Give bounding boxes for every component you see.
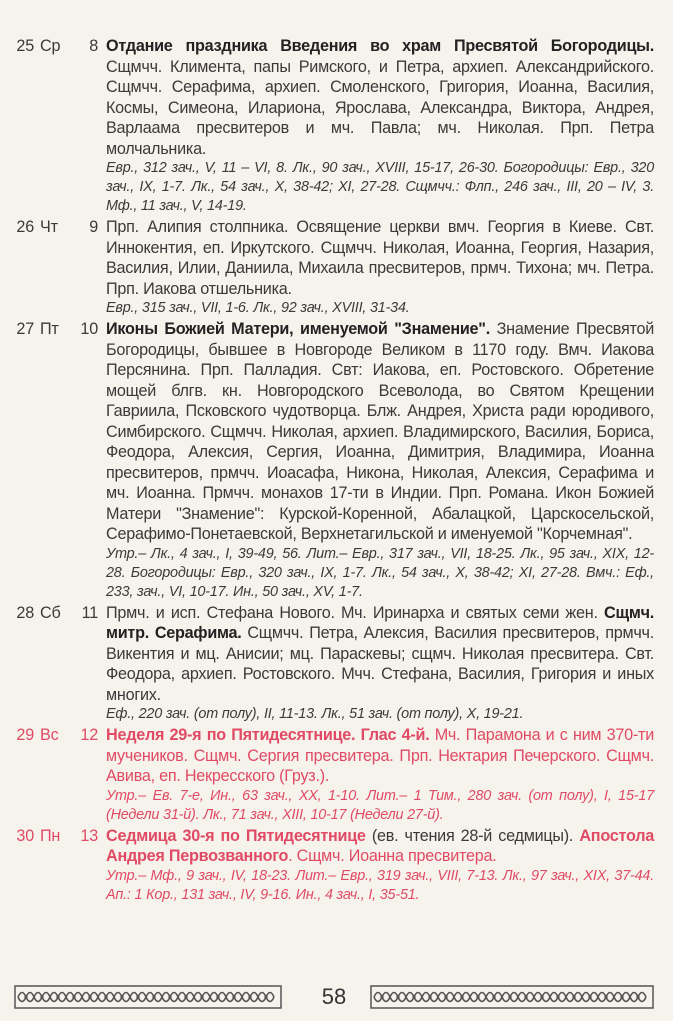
entry-text [106, 217, 654, 299]
entry-date [14, 725, 106, 746]
entry-readings: Еф., 220 зач. (от полу), II, 11-13. Лк., 51 зач. (от полу), X, 19-21. [106, 706, 524, 722]
entry-readings: Утр.– Ев. 7-е, Ин., 63 зач., XX, 1-10. Лит.– 1 Тим., 280 зач. (от полу), I, 15-17 (Недели 31-й). Лк., 71 зач., XIII, 10-17 (Недели 27-й). [106, 787, 654, 823]
date-old-day: 13 [80, 826, 98, 845]
entry-saints: Прп. Алипия столпника. Освящение церкви вмч. Георгия в Киеве. Свт. Иннокентия, еп. Иркутского. Сщмчч. Николая, Иоанна, Георгия, Назария, Василия, Илии, Даниила, Михаила пресвитеров, прмч. Тихона; мч. Петра. Прп. Иакова отшельника. [106, 218, 654, 298]
entry-feast-title: Отдание праздника Введения во храм Пресвятой Богородицы. [106, 37, 654, 55]
entry-text [106, 319, 654, 545]
calendar-entry [14, 725, 654, 825]
date-day: 30 [16, 826, 34, 845]
entry-readings: Евр., 315 зач., VII, 1-6. Лк., 92 зач., XVIII, 31-34. [106, 300, 410, 316]
date-day: 29 [16, 726, 34, 744]
calendar-entry [14, 603, 654, 725]
entry-body [106, 826, 654, 905]
entry-feast-title: Иконы Божией Матери, именуемой "Знамение". [106, 320, 490, 338]
entry-feast-title: Апостола Андрея Первозванного [106, 826, 654, 865]
entry-body [106, 319, 654, 602]
entry-body [106, 36, 654, 216]
date-day: 27 [16, 320, 34, 338]
entry-body [106, 725, 654, 825]
entry-saints: Сщмчч. Петра, Алексия, Василия пресвитеров, прмчч. Викентия и мц. Анисии; мц. Параскевы; сщмч. Николая пресвитера. Свт. Феодора, архиеп. Ростовского. Мчч. Стефана, Василия, Григория и иных многих. [106, 624, 654, 704]
date-weekday: Чт [40, 218, 58, 236]
date-old-day: 11 [81, 603, 98, 622]
entry-text [106, 36, 654, 159]
calendar-entry [14, 36, 654, 216]
entry-saints: Прмч. и исп. Стефана Нового. Мч. Иринарха и святых семи жен. [106, 603, 605, 622]
entry-feast-title: Седмица 30-я по Пятидесятнице [106, 826, 366, 845]
date-day: 28 [16, 603, 34, 622]
knotwork-ornament-right [370, 985, 654, 1009]
entry-date [14, 36, 106, 57]
date-weekday: Пт [40, 320, 59, 338]
entry-readings: Евр., 312 зач., V, 11 – VI, 8. Лк., 90 зач., XVIII, 15-17, 26-30. Богородицы: Евр., 320 зач., IX, 1-7. Лк., 54 зач., X, 38-42; XI, 27-28. Сщмчч.: Флп., 246 зач., III, 20 – IV, 3. Мф., 11 зач., V, 14-19. [106, 160, 654, 214]
entry-text [106, 603, 654, 706]
calendar-page [14, 36, 654, 906]
date-day: 25 [16, 37, 34, 55]
date-weekday: Пн [40, 826, 61, 845]
entry-text [106, 826, 654, 867]
entry-body [106, 217, 654, 318]
date-old-day: 12 [80, 726, 98, 744]
calendar-entry [14, 319, 654, 602]
entry-saints: Знамение Пресвятой Богородицы, бывшее в Новгороде Великом в 1170 году. Вмч. Иакова Персянина. Прп. Палладия. Свт: Иакова, еп. Ростовского. Обретение мощей блгв. кн. Новгородского Всеволода, во Святом Крещении Гавриила, Псковского чудотворца. Блж. Андрея, Христа ради юродивого, Симбирского. Сщмчч. Николая, архиеп. Владимирского, Василия, Бориса, Феодора, Алексия, Сергия, Иоанна, Димитрия, Владимира, Иоанна пресвитеров, прмчч. Иоасафа, Никона, Николая, Алексия, Серафима и мч. Иоанна. Прмчч. монахов 17-ти в Индии. Прп. Романа. Икон Божией Матери "Знамение": Курской-Коренной, Абалацкой, Царскосельской, Серафимо-Понетаевской, Верхнетагильской и именуемой "Корчемная". [106, 320, 654, 543]
entry-feast-title: Сщмч. митр. Серафима. [106, 603, 654, 642]
entry-date [14, 603, 106, 624]
page-number: 58 [321, 984, 347, 1009]
date-day: 26 [16, 218, 34, 236]
date-weekday: Вс [40, 726, 59, 744]
knotwork-ornament-left [14, 985, 282, 1009]
entry-date [14, 217, 106, 238]
entry-saints: Сщмчч. Климента, папы Римского, и Петра, архиеп. Александрийского. Сщмчч. Серафима, архиеп. Смоленского, Григория, Иоанна, Василия, Космы, Симеона, Илариона, Ярослава, Александра, Виктора, Андрея, Варлаама пресвитеров и мч. Павла; мч. Николая. Прп. Петра молчальника. [106, 57, 654, 158]
entry-text [106, 725, 654, 787]
entry-readings: Утр.– Мф., 9 зач., IV, 18-23. Лит.– Евр., 319 зач., VIII, 7-13. Лк., 97 зач., XIX, 37-44. Ап.: 1 Кор., 131 зач., IV, 9-16. Ин., 4 зач., I, 35-51. [106, 867, 654, 903]
date-old-day: 9 [89, 218, 98, 236]
date-old-day: 8 [89, 37, 98, 55]
entry-saints: Мч. Парамона и с ним 370-ти мучеников. Сщмч. Сергия пресвитера. Прп. Нектария Печерского. Сщмч. Авива, еп. Некресского (Груз.). [106, 726, 654, 785]
date-weekday: Сб [40, 603, 61, 622]
calendar-entry [14, 217, 654, 318]
calendar-entry [14, 826, 654, 905]
entry-date [14, 826, 106, 847]
page-footer [14, 983, 654, 1013]
entry-feast-title: Неделя 29-я по Пятидесятнице. Глас 4-й. [106, 726, 430, 744]
entry-date [14, 319, 106, 340]
date-old-day: 10 [80, 320, 98, 338]
entry-saints: . Сщмч. Иоанна пресвитера. [288, 847, 497, 865]
entry-saints: (ев. чтения 28-й седмицы). [365, 826, 580, 845]
entry-body [106, 603, 654, 725]
date-weekday: Ср [40, 37, 61, 55]
entry-readings: Утр.– Лк., 4 зач., I, 39-49, 56. Лит.– Евр., 317 зач., VII, 18-25. Лк., 95 зач., XIX, 12-28. Богородицы: Евр., 320 зач., IX, 1-7. Лк., 54 зач., X, 38-42; XI, 27-28. Вмч.: Еф., 233, зач., VI, 10-17. Ин., 50 зач., XV, 1-7. [106, 545, 654, 600]
